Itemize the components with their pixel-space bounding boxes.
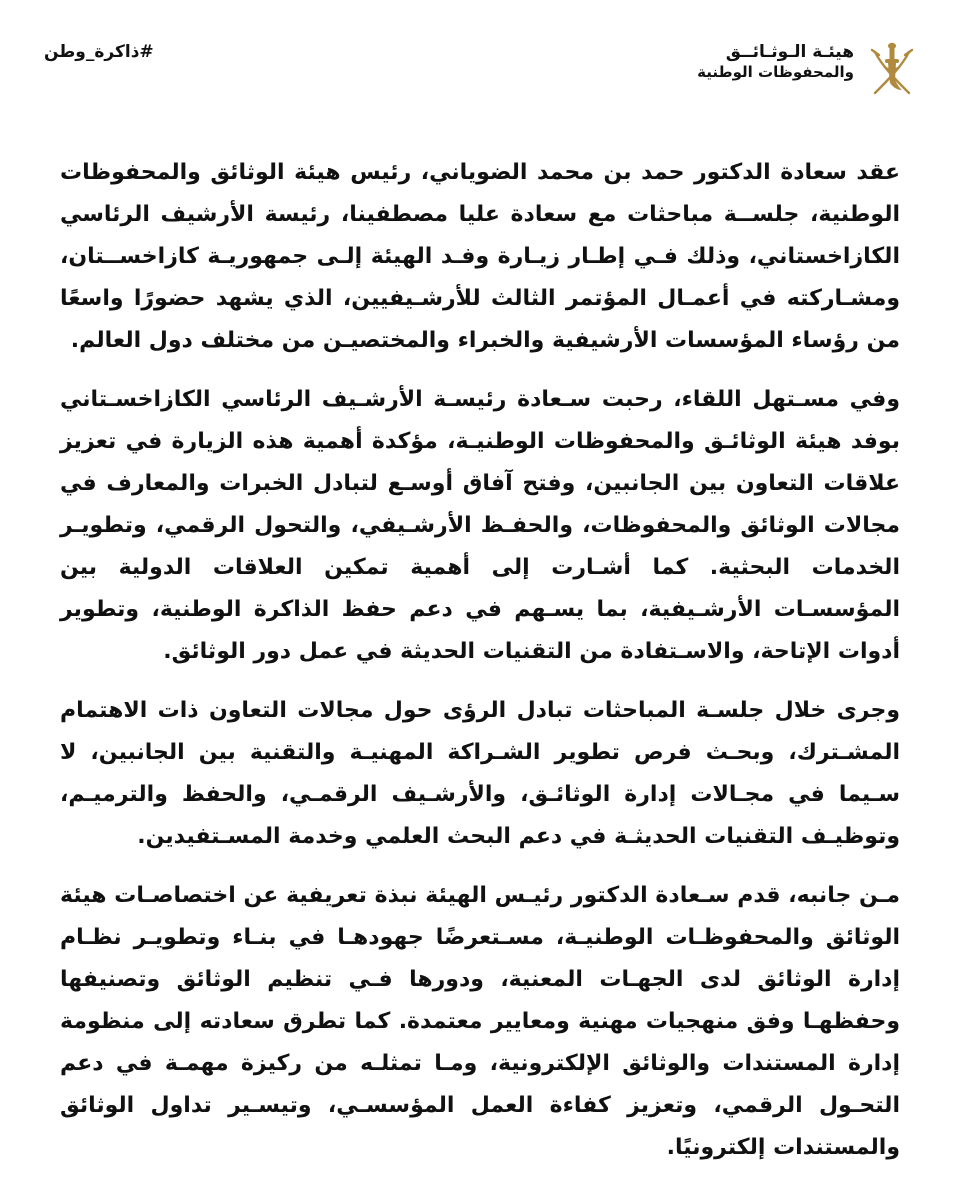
authority-name-line1: هيئـة الـوثـائــق [725,42,854,62]
authority-name [697,42,854,82]
authority-name-line2: والمحفوظات الوطنية [697,63,854,82]
article-paragraph-4: مـن جانبه، قدم سـعادة الدكتور رئيـس الهيئة نبذة تعريفية عن اختصاصـات هيئة الوثائق والمحفوظـات الوطنيـة، مسـتعرضًا جهودهـا في بنـاء وتطويـر نظـام إدارة الوثائق لدى الجهـات المعنية، ودورها فـي تنظيم الوثائق وتصنيفها وحفظهـا وفق منهجيات مهنية ومعايير معتمدة. كما تطرق سعادته إلى منظومة إدارة المستندات والوثائق الإلكترونية، ومـا تمثلـه من ركيزة مهمـة في دعم التحـول الرقمي، وتعزيز كفاءة العمل المؤسسـي، وتيسـير تداول الوثائق والمستندات إلكترونيًا. [60,883,900,1160]
article-paragraph-2: وفي مسـتهل اللقاء، رحبت سـعادة رئيسـة الأرشـيف الرئاسي الكازاخسـتاني بوفد هيئة الوثائـق والمحفوظات الوطنيـة، مؤكدة أهمية هذه الزيارة في تعزيز علاقات التعاون بين الجانبين، وفتح آفاق أوسـع لتبادل الخبرات والمعارف في مجالات الوثائق والمحفوظات، والحفـظ الأرشـيفي، والتحول الرقمي، وتطويـر الخدمات البحثية. كما أشـارت إلى أهمية تمكين العلاقات الدولية بين المؤسسـات الأرشـيفية، بما يسـهم في دعم حفظ الذاكرة الوطنية، وتطوير أدوات الإتاحة، والاسـتفادة من التقنيات الحديثة في عمل دور الوثائق. [60,387,900,664]
article-paragraph-1: عقد سعادة الدكتور حمد بن محمد الضوياني، رئيس هيئة الوثائق والمحفوظات الوطنية، جلســة مباحثات مع سعادة عليا مصطفينا، رئيسة الأرشيف الرئاسي الكازاخستاني، وذلك فـي إطـار زيـارة وفـد الهيئة إلـى جمهوريـة كازاخســتان، ومشـاركته في أعمـال المؤتمر الثالث للأرشـيفيين، الذي يشهد حضورًا واسعًا من رؤساء المؤسسات الأرشيفية والخبراء والمختصيـن من مختلف دول العالم. [60,160,900,353]
oman-emblem-icon [868,40,916,98]
article-paragraph-3: وجرى خلال جلسـة المباحثات تبادل الرؤى حول مجالات التعاون ذات الاهتمام المشـترك، وبحـث فرص تطوير الشـراكة المهنيـة والتقنية بين الجانبين، لا سـيما في مجـالات إدارة الوثائـق، والأرشـيف الرقمـي، والحفظ والترميـم، وتوظيـف التقنيات الحديثـة في دعم البحث العلمي وخدمة المسـتفيدين. [60,698,900,849]
hashtag: #ذاكرة_وطن [44,42,154,62]
news-article-body [60,152,900,1186]
authority-logo [616,38,916,102]
